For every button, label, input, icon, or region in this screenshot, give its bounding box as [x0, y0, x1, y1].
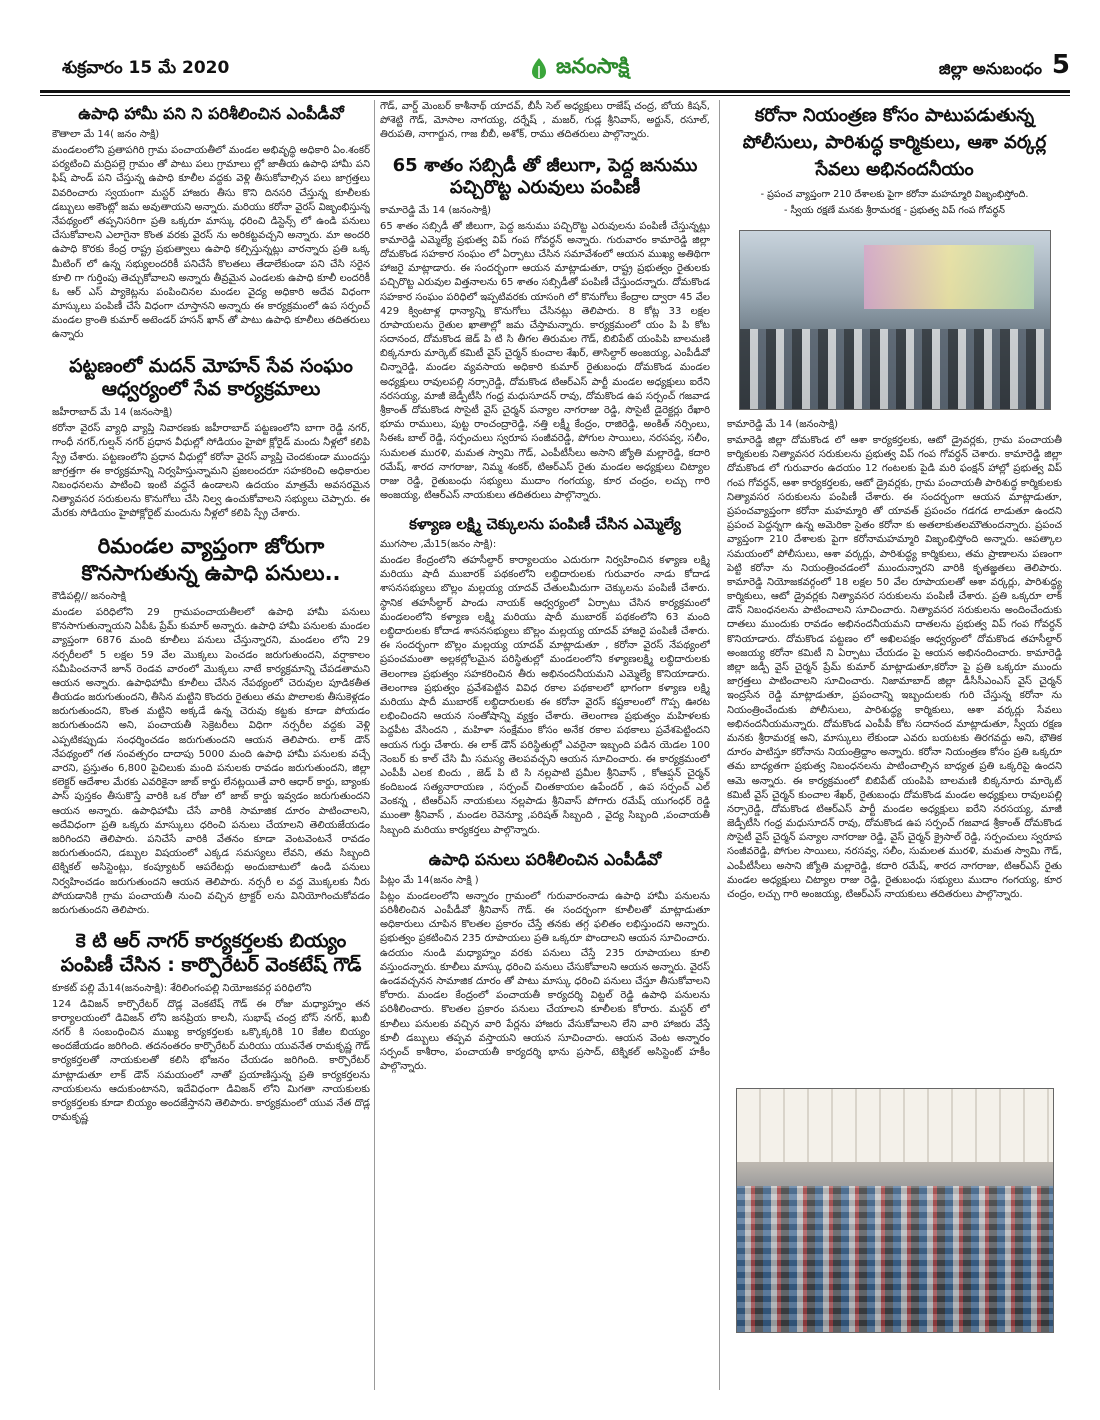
article-body: కరోనా వైరస్ వ్యాధి వ్యాప్తి నివారణకు జహీరాబాద్ పట్టణంలోని బాగా రెడ్డి నగర్, గాంధీ నగర్,గుల్షన్ నగర్ ప్రధాన వీధుల్లో సోడియం హైపో క్లోరైడ్ మందు నీళ్లలో కలిపి స్ప్రే చేశారు. పట్టణంలోని ప్రధాన వీధుల్లో కరోనా వైరస్ వ్యాప్తి చెందకుండా ముందస్తు జాగ్రత్తగా ఈ కార్యక్రమాన్ని నిర్వహిస్తున్నామని ప్రజలందరూ సహకరించి అధికారుల నిబంధనలను పాటించి ఇంటి వద్దనే ఉండాలని ఉదయం మాత్రమే అవసరమైన నిత్యావసర సరుకులను కొనుగోలు చేసి నిల్వ ఉంచుకోవాలని సభ్యులు చెప్పారు. ఈ మేరకు సోడియం హైపోక్లోరైట్ మందును నీళ్లలో కలిపి స్ప్రే చేశారు.: [52, 423, 370, 520]
article-subhead: - ప్రపంచ వ్యాప్తంగా 210 దేశాలకు పైగా కరోనా మహమ్మారి విజృంభిస్తోంది.: [760, 189, 1029, 200]
article-headline: కరోనా నియంత్రణ కోసం పాటుపడుతున్న పోలీసులు, పారిశుద్ధ కార్మికులు, ఆశా వర్కర్ల సేవలు అభినందనీయం: [742, 105, 1047, 180]
header-rule-thin: [40, 95, 1070, 96]
newspaper-logo: [528, 52, 629, 86]
article-dateline: కౌడిపల్లి// జనంసాక్షి: [52, 590, 126, 602]
article-dateline: కూకట్ పల్లి మే14(జనంసాక్షి): శేరిలింగంపల్లి నియోజకవర్గ పరిధిలోని: [52, 982, 312, 994]
event-photo: [739, 230, 1051, 410]
logo-emblem-icon: [528, 56, 550, 82]
article-dateline: ముగసాల ,మే15(జనం సాక్షి):: [380, 539, 497, 551]
column-2: [380, 100, 710, 1390]
article-body: 124 డివిజన్ కార్పొరేటర్ దొడ్ల వెంకటేష్ గౌడ్ ఈ రోజు మధ్యాహ్నం తన కార్యాలయంలో డివిజన్ లోని జనప్రియ కాలనీ, సుభాష్ చంద్ర బోస్ నగర్, ఖుబీ నగర్ కి సంబంధించిన ముఖ్య కార్యకర్తలకు ఒక్కొక్కరికి 10 కేజీల బియ్యం అందజేయడం జరిగింది. తదనంతరం కార్పొరేటర్ మరియు యువనేత రామకృష్ణ గౌడ్ కార్యకర్తలతో నాయకులతో కలిసి భోజనం చేయడం జరిగింది. కార్పొరేటర్ మాట్లాడుతూ లాక్ డౌన్ సమయంలో నాతో ప్రయాణిస్తున్న ప్రతి కార్యకర్తలను నాయకులను ఆదుకుంటానని, ఇదేవిధంగా డివిజన్ లోని మిగతా నాయకులకు కార్యకర్తలకు కూడా బియ్యం అందజేస్తానని తెలిపారు. కార్యక్రమంలో యువ నేత దొడ్ల రామకృష్ణ: [52, 998, 370, 1124]
article-dateline: కౌతాలా మే 14( జనం సాక్షి): [52, 129, 160, 140]
article-body: మండల పరిధిలోని 29 గ్రామపంచాయతీలలో ఉపాధి హామీ పనులు కొనసాగుతున్నాయని ఏపీఓ ప్రేమ్ కుమార్ అన్నారు. ఉపాధి హామీ పనులకు మండల వ్యాప్తంగా 6876 మంది కూలీలు పనులు చేస్తున్నారని, మండలం లోని 29 నర్సరీలలో 5 లక్షల 59 వేల మొక్కలు పెంచడం జరుగుతుందని, వర్షాకాలం సమీపించనానే జూన్ రెండవ వారంలో మొక్కలు నాటే కార్యక్రమాన్ని చేపడతామని ఆయన అన్నారు. ఉపాధిహామీ కూలీలు చేసిన నేపథ్యంలో చెరువుల పూడికతీత తీయడం జరుగుతుందని, తీసిన మట్టిని కొందరు రైతులు తమ పొలాలకు తీసుకెళ్లడం జరుగుతుందని, కొంత మట్టిని అక్కడే ఉన్న చెరువు కట్టకు కూడా పోయడం జరుగుతుందని అని, పంచాయతీ సెక్రెటరీలు విధిగా నర్సరీల వద్దకు వెళ్లి ఎప్పటికప్పుడు సంధర్శించడం జరుగుతుందని ఆయన తెలిపారు. లాక్ డౌన్ నేపథ్యంలో గత సంవత్సరం దాదాపు 5000 మంది ఉపాధి హామీ పనులకు వచ్చే వారని, ప్రస్తుతం 6,800 పైచిలుకు మంది పనులకు రావడం జరుగుతుందని, జిల్లా కలెక్టర్ ఆదేశాల మేరకు ఎవరికైనా జాబ్ కార్డు లేనట్లయితే వారి ఆధార్ కార్డు, బ్యాంకు పాస్ పుస్తకం తీసుకొస్తే వారికి ఒక రోజు లో జాబ్ కార్డు ఇవ్వడం జరుగుతుందని ఆయన అన్నారు. ఉపాధిహామీ చేసే వారికి సామాజిక దూరం పాటించాలని, అదేవిధంగా ప్రతి ఒక్కరు మాస్కులు ధరించి పనులు చేయాలని తెలియజేయడం జరిగిందని తెలిపారు. పనిచేసే వారికి వేతనం కూడా వెంటవెంటనే రావడం జరుగుతుందని, డబ్బుల విషయంలో ఎక్కడ సమస్యలు లేవని, తమ సిబ్బంది టెక్నికల్ అసిస్టెంట్లు, కంప్యూటర్ ఆపరేటర్లు అందుబాటులో ఉండి పనులు నిర్వహించడం జరుగుతుందని ఆయన తెలిపారు. నర్సరీ ల వద్ద మొక్కలకు నీరు పోయడానికి గ్రామ పంచాయతీ నుంచి వచ్చిన ట్రాక్టర్ లను వినియోగించుకోవడం జరుగుతుందని తెలిపారు.: [52, 606, 370, 916]
page-number: 5: [1051, 50, 1070, 80]
masthead: [40, 52, 1070, 90]
article-headline: 65 శాతం సబ్సిడీ తో జీలుగా, పెద్ద జనుము పచ్చిరొట్ట ఎరువులు పంపిణీ: [392, 154, 698, 199]
crowd-photo: [736, 1088, 1054, 1333]
column-divider: [374, 100, 375, 1390]
article-body: మండల కేంద్రంలోని తహసీల్దార్ కార్యాలయం ఎదురుగా నిర్వహించిన కళ్యాణ లక్ష్మి మరియు షాదీ ముబారక్ పథకంలోని లబ్ధిదారులకు గురువారం నాడు కోదాడ శాసనసభ్యులు బొల్లం మల్లయ్య యాదవ్ చేతులమీదుగా చెక్కులను పంపిణీ చేశారు. స్థానిక తహసీల్దార్ పాండు నాయక్ ఆధ్వర్యంలో ఏర్పాటు చేసిన కార్యక్రమంలో మండలంలోని కళ్యాణ లక్ష్మి మరియు షాదీ ముబారక్ పథకంలోని 63 మంది లబ్ధిదారులకు కోదాడ శాసనసభ్యులు బొల్లం మల్లయ్య యాదవ్ హాజరై పంపిణీ చేశారు. ఈ సందర్భంగా బొల్లం మల్లయ్య యాదవ్ మాట్లాడుతూ , కరోనా వైరస్ నేపథ్యంలో ప్రపంచమంతా అల్లకల్లోలమైన పరిస్థితుల్లో మండలంలోని కళ్యాణలక్ష్మి లబ్ధిదారులకు తెలంగాణ ప్రభుత్వం సహకరించిన తీరు అభినందనీయమని ఎమ్మెల్యే కొనియాడారు. తెలంగాణ ప్రభుత్వం ప్రవేశపెట్టిన వివిధ రకాల పథకాలలో భాగంగా కళ్యాణ లక్ష్మి మరియు షాదీ ముబారక్ లబ్ధిదారులకు ఈ కరోనా వైరస్ కష్టకాలంలో గొప్ప ఊరట లభించిందని ఆయన సంతోషాన్ని వ్యక్తం చేశారు. తెలంగాణ ప్రభుత్వం మహిళలకు పెద్దపీట వేసిందని , మహిళా సంక్షేమం కోసం అనేక రకాల పథకాలు ప్రవేశపెట్టిందని ఆయన గుర్తు చేశారు. ఈ లాక్ డౌన్ పరిస్థితుల్లో ఎవరైనా ఇబ్బంది పడిన యెడల 100 నెంబర్ కు కాల్ చేసి మీ సమస్య తెలపవచ్చని ఆయన సూచించారు. ఈ కార్యక్రమంలో ఎంపీపీ ఎలక బిందు , జెడ్ పి టి సి నల్లపాటి ప్రమీల శ్రీనివాస్ , కోఆప్షన్ చైర్మన్ కందిబండ సత్యనారాయణ , సర్పంచ్ చింతకాయల ఉపేందర్ , ఉప సర్పంచ్ ఎల్ వెంకన్న , టిఆర్ఎస్ నాయకులు నల్లపాడు శ్రీనివాస్ పోగారు రమేష్ యుగంధర్ రెడ్డి ముంతా శ్రీనివాస్ , మండల రెవెన్యూ ,పరిషత్ సిబ్బంది , వైద్య సిబ్బంది ,పంచాయతీ సిబ్బంది మరియు కార్యకర్తలు పాల్గొన్నారు.: [380, 555, 710, 836]
article-headline: పట్టణంలో మదన్ మోహన్ సేవ సంఘం ఆధ్వర్యంలో సేవ కార్యక్రమాలు: [69, 354, 353, 401]
article-subhead: - స్వీయ రక్షణే మనకు శ్రీరామరక్ష - ప్రభుత్వ విప్ గంప గోవర్ధన్: [784, 205, 1005, 216]
article-headline: ఉపాధి హామీ పని ని పరిశీలించిన ఎంపీడీవో: [78, 104, 344, 123]
article-headline: కళ్యాణ లక్ష్మి చెక్కులను పంపిణీ చేసిన ఎమ్మెల్యే: [409, 515, 681, 534]
article-body: 65 శాతం సబ్సిడీ తో జీలుగా, పెద్ద జనుము పచ్చిరొట్ట ఎరువులను పంపిణీ చేస్తున్నట్లు కామారెడ్డి ఎమ్మెల్యే ప్రభుత్వ విప్ గంప గోవర్ధన్ అన్నారు. గురువారం కామారెడ్డి జిల్లా దోమకొండ సహకార సంఘం లో ఏర్పాటు చేసిన సమావేశంలో ఆయన ముఖ్య అతిథిగా హాజరై మాట్లాడారు. ఈ సందర్భంగా ఆయన మాట్లాడుతూ, రాష్ట్ర ప్రభుత్వం రైతులకు పచ్చిరొట్ట ఎరువుల విత్తనాలను 65 శాతం సబ్సిడీతో పంపిణీ చేస్తుందన్నారు. దోమకొండ సహకార సంఘం పరిధిలో ఇప్పటివరకు యాసంగి లో కొనుగోలు కేంద్రాల ద్వారా 45 వేల 429 క్వింటాళ్ల ధాన్యాన్ని కొనుగోలు చేసినట్లు తెలిపారు. 8 కోట్ల 33 లక్షల రూపాయలను రైతుల ఖాతాల్లో జమ చేస్తామన్నారు. కార్యక్రమంలో యం పి పి కోట సదానంద, దోమకొండ జెడ్ పి టి సి తీగల తిరుమల గౌడ్, బిబిపేట్ యంపిపి బాలమణి బిక్కనూరు మార్కెట్ కమిటీ వైస్ చైర్మన్ కుంచాల శేఖర్, తాసిల్దార్ అంజయ్య, ఎంపీడీవో చిన్నారెడ్డి, మండల వ్యవసాయ అధికారి కుమార్ రైతుబంధు దోమకొండ మండల అధ్యక్షులు రావులపల్లి నర్సారెడ్డి, దోమకొండ టిఆర్ఎస్ పార్టీ మండల అధ్యక్షులు ఐరేని నరసయ్య, మాజీ జెడ్పీటీసి గంధ్ర మధుసూదన్ రావు, దోమకొండ ఉప సర్పంచ్ గజవాడ శ్రీకాంత్ దోమకొండ సొసైటీ వైస్ చైర్మన్ పన్యాల నాగరాజు రెడ్డి, సొసైటీ డైరెక్టర్లు రేఖారి భూమ రాములు, పుట్ట రాంచంద్రారెడ్డి, నత్తి లక్ష్మీ కేంద్రం, రాజిరెడ్డి, అంకిత్ నర్సింలు, సిఈఓ బాల్ రెడ్డి, సర్పంచులు స్వరూప సంజీవరెడ్డి, పోగుల సాయిలు, నరసవ్వ, సలీం, సుమలత మురళి, మమత స్వామి గౌడ్, ఎంపీటీసీలు అసాని జ్యోతి మల్లారెడ్డి, కదారి రమేష్, శారద నాగరాజు, నిమ్మ శంకర్, టిఆర్ఎస్ రైతు మండల అధ్యక్షులు చిట్యాల రాజు రెడ్డి, రైతుబంధు సభ్యులు ముదాం గంగయ్య, కూర చంద్రం, లచ్చు గారి అంజయ్య, టిఆర్ఎస్ నాయకులు తదితరులు పాల్గొన్నారు.: [380, 220, 710, 502]
article-dateline: పిట్లం మే 14(జనం సాక్షి ): [380, 874, 479, 886]
issue-date: శుక్రవారం 15 మే 2020: [62, 58, 230, 78]
article-dateline: కామారెడ్డి మే 14 (జనంసాక్షి): [380, 204, 492, 216]
article-body: మండలంలోని ప్రతాపగిరి గ్రామ పంచాయతీలో మండల అభివృద్ధి అధికారి ఏం.శంకర్ పర్యటించి మద్రిపల్లె గ్రామం తో పాటు పలు గ్రామాలు ల్లో జాతీయ ఉపాధి హామీ పని ఫిష్ పాండ్ పని చేస్తున్న ఉపాధి కూలీల వద్దకు వెళ్లి తీసుకోవాల్సిన పలు జాగ్రత్తలు వివరించారు స్వయంగా మస్టర్ హాజరు తీసు కొని దినసరి చేస్తున్న కూలీలకు డబ్బులు అకౌంట్లో జమ అవుతాయని అన్నారు. మరియు కరోనా వైరస్ విజృంభిస్తున్న నేపథ్యంలో తప్పనిసరిగా ప్రతి ఒక్కరూ మాస్కు ధరించి డిస్టెన్స్ లో ఉండి పనులు చేసుకోవాలని ఎలాగైనా కొంత వరకు వైరస్ ను అరికట్టవచ్చని అన్నారు. మా అందరి ఉపాధి కొరకు కేంద్ర రాష్ట్ర ప్రభుత్వాలు ఉపాధి కల్పిస్తున్నట్లు వారన్నారు ప్రతి ఒక్క మీటింగ్ లో ఉన్న సభ్యులందరికీ పనిచేసే కొలతలు తేడాలేకుండా పని చేసి సరైన కూలి గా గుర్తింపు తెచ్చుకోవాలని అన్నారు తీవ్రమైన ఎండలకు ఉపాధి కూలీ లందరికీ ఓ ఆర్ ఎస్ ప్యాకెట్లను పంపించినల మండల వైద్య అధికారి అదేవ విధంగా మాస్కులు పంపిణీ చేసే విధంగా చూస్తానని అన్నారు ఈ కార్యక్రమంలో ఉప సర్పంచ్ మండల క్రాంతి కుమార్ అటెండర్ హసన్ ఖాన్ తో పాటు ఉపాధి కూలీలు తదితరులు ఉన్నారు: [52, 145, 370, 341]
section-label: జిల్లా అనుబంధం: [938, 59, 1042, 78]
column-3: [727, 100, 1062, 1390]
article-body: కామారెడ్డి జిల్లా దోమకొండ లో ఆశా కార్యకర్తలకు, ఆటో డ్రైవర్లకు, గ్రామ పంచాయతీ కార్మికులకు నిత్యావసర సరుకులను ప్రభుత్వ విప్ గంప గోవర్ధన్ చెశారు. కామారెడ్డి జిల్లా దోమకొండ లో గురువారం ఉదయం 12 గంటలకు పైడి మరి ఫంక్షన్ హాల్లో ప్రభుత్వ విప్ గంప గోవర్ధన్, ఆశా కార్యకర్తలకు, ఆటో డ్రైవర్లకు, గ్రామ పంచాయతీ పారిశుద్ధ కార్మికులకు నిత్యావసర సరుకులను పంపిణీ చేశారు. ఈ సందర్భంగా ఆయన మాట్లాడుతూ, ప్రపంచవ్యాప్తంగా కరోనా మహమ్మారి తో యావత్ ప్రపంచం గడగడ లాడుతూ ఉందని ప్రపంచ పెద్దన్నగా ఉన్న అమెరికా సైతం కరోనా కు అతలాకుతలమౌతుందన్నారు. ప్రపంచ వ్యాప్తంగా 210 దేశాలకు పైగా కరోనామహమ్మారి విజృంభిస్తోంది అన్నారు. ఆపత్కాల సమయంలో పోలీసులు, ఆశా వర్కర్లు, పారిశుద్ధ్య కార్మికులు, తమ ప్రాణాలను పణంగా పెట్టి కరోనా ను నియంత్రించడంలో ముందున్నారని వారికి కృతజ్ఞతలు తెలిపారు. కామారెడ్డి నియోజకవర్గంలో 18 లక్షల 50 వేల రూపాయలతో ఆశా వర్కర్లు, పారిశుద్ధ్య కార్మికులు, ఆటో డ్రైవర్లకు నిత్యావసర సరుకులను పంపిణీ చేశారు. ప్రతి ఒక్కరూ లాక్ డౌన్ నిబంధనలను పాటించాలని సూచించారు. నిత్యావసర సరుకులను అందించేందుకు దాతలు ముందుకు రావడం అభినందనీయమని దాతలను ప్రభుత్వ విప్ గంప గోవర్ధన్ కొనియాడారు. దోమకొండ పట్టణం లో అఖిలపక్షం ఆధ్వర్యంలో దోమకొండ తహసీల్దార్ అంజయ్య కరోనా కమిటీ ని ఏర్పాటు చేయడం పై ఆయన అభినందించారు. కామారెడ్డి జిల్లా జడ్పీ వైస్ చైర్మన్ ప్రేమ్ కుమార్ మాట్లాడుతూ,కరోనా పై ప్రతి ఒక్కరూ ముందు జాగ్రత్తలు పాటించాలని సూచించారు. నిజామాబాద్ జిల్లా డీసీసీఎంఎస్ వైస్ చైర్మన్ ఇంద్రసేన రెడ్డి మాట్లాడుతూ, ప్రపంచాన్ని ఇబ్బందులకు గురి చేస్తున్న కరోనా ను నియంత్రించేందుకు పోలీసులు, పారిశుద్ధ్య కార్మికులు, ఆశా వర్కర్లు సేవలు అభినందనీయమన్నారు. దోమకొండ ఎంపీపీ కోట సదానంద మాట్లాడుతూ, స్వీయ రక్షణ మనకు శ్రీరామరక్ష అని, మాస్కులు లేకుండా ఎవరు బయటకు తిరగవద్దు అని, భౌతిక దూరం పాటిస్తూ కరోనాను నియంత్రిద్దాం అన్నారు. కరోనా నియంత్రణ కోసం ప్రతి ఒక్కరూ తమ బాధ్యతగా ప్రభుత్వ నిబంధనలను పాటించాల్సిన బాధ్యత ప్రతి ఒక్కరిపై ఉందని ఆమె అన్నారు. ఈ కార్యక్రమంలో బిబిపేట్ యంపిపి బాలమణి బిక్కనూరు మార్కెట్ కమిటీ వైస్ చైర్మన్ కుంచాల శేఖర్, రైతుబంధు దోమకొండ మండల అధ్యక్షులు రావులపల్లి నర్సారెడ్డి, దోమకొండ టిఆర్ఎస్ పార్టీ మండల అధ్యక్షులు ఐరేని నరసయ్య, మాజీ జెడ్పీటీసి గంధ్ర మధుసూదన్ రావు, దోమకొండ ఉప సర్పంచ్ గజవాడ శ్రీకాంత్ దోమకొండ సొసైటీ వైస్ చైర్మన్ పన్యాల నాగరాజు రెడ్డి, వైస్ చైర్మన్ క్రైసాల్ రెడ్డి, సర్పంచులు స్వరూప సంజీవరెడ్డి, పోగుల సాయిలు, నరసవ్వ, సలీం, సుమలత మురళి, మమత స్వామి గౌడ్, ఎంపీటీసీలు అసాని జ్యోతి మల్లారెడ్డి, కదారి రమేష్, శారద నాగరాజు, టిఆర్ఎస్ రైతు మండల అధ్యక్షులు చిట్యాల రాజు రెడ్డి, రైతుబంధు సభ్యులు ముదాం గంగయ్య, కూర చంద్రం, లచ్చు గారి అంజయ్య, టిఆర్ఎస్ నాయకులు తదితరులు పాల్గొన్నారు.: [727, 435, 1062, 900]
article-dateline: కామారెడ్డి మే 14 (జనంసాక్షి): [727, 419, 839, 430]
logo-text: జనంసాక్షి: [556, 54, 630, 78]
article-dateline: జహీరాబాద్ మే 14 (జనంసాక్షి): [52, 407, 173, 419]
article-headline: కె టి ఆర్ నాగర్ కార్యకర్తలకు బియ్యం పంపిణీ చేసిన : కార్పొరేటర్ వెంకటేష్ గౌడ్: [60, 930, 362, 976]
header-rule: [40, 90, 1070, 93]
article-headline: ఉపాధి పనులు పరిశీలించిన ఎంపీడీవో: [428, 849, 662, 869]
column-divider: [719, 100, 720, 1390]
article-continuation: గౌడ్, వార్డ్ మెంబర్ కాశీనాథ్ యాదవ్, బీసీ సెల్ అధ్యక్షులు రాజేష్ చంద్ర, బోయ కిషన్, పోశెట్టి గౌడ్, మోసాల నాగయ్య, దర్నేష్ , మజర్, గుడ్ల శ్రీనివాస్, అర్జున్, రసూల్, తిరుపతి, నాగార్జున, గాజ బీబీ, అశోక్, రాము తదితరులు పాల్గొన్నారు.: [380, 101, 710, 141]
column-1: [52, 100, 370, 1390]
article-body: పిట్లం మండలంలోని అన్నారం గ్రామంలో గురువారంనాడు ఉపాధి హామీ పనులను పరిశీలించిన ఎంపీడీవో శ్రీనివాస్ గౌడ్. ఈ సందర్భంగా కూలీలతో మాట్లాడుతూ అధికారులు చూపిన కొలతల ప్రకారం చేస్తే తనకు తగ్గ ఫలితం లభిస్తుందని అన్నారు. ప్రభుత్వం ప్రకటించిన 235 రూపాయలు ప్రతి ఒక్కరూ పొందాలని ఆయన సూచించారు. ఉదయం నుండి మధ్యాహ్నం వరకు పనులు చేస్తే 235 రూపాయలు కూలి వస్తుందన్నారు. కూలీలు మాస్కు ధరించి పనులు చేసుకోవాలని ఆయన అన్నారు. వైరస్ ఉండవచ్చనన సామాజిక దూరం తో పాటు మాస్కు ధరించి పనులు చేస్తూ తీసుకోవాలని కోరారు. మండల కేంద్రంలో పంచాయతీ కార్యదర్శి విట్టల్ రెడ్డి ఉపాధి పనులను పరిశీలించారు. కొలతల ప్రకారం పనులు చేయాలని కూలీలకు కోరారు. మస్టర్ లో కూలీలు పనులకు వచ్చిన వారి పేర్లను హాజరు వేసుకోవాలని లేని వారి హాజరు వేస్తే కూలీ డబ్బులు తప్పవ వస్తాయని ఆయన సూచించారు. ఆయన వెంట అన్నారం సర్పంచ్ కాశీరాం, పంచాయతీ కార్యదర్శి భాను ప్రసాద్, టెక్నికల్ అసిస్టెంట్ హకీం పాల్గొన్నారు.: [380, 890, 710, 1073]
article-headline: రిమండల వ్యాప్తంగా జోరుగా కొనసాగుతున్న ఉపాధి పనులు..: [81, 534, 341, 585]
